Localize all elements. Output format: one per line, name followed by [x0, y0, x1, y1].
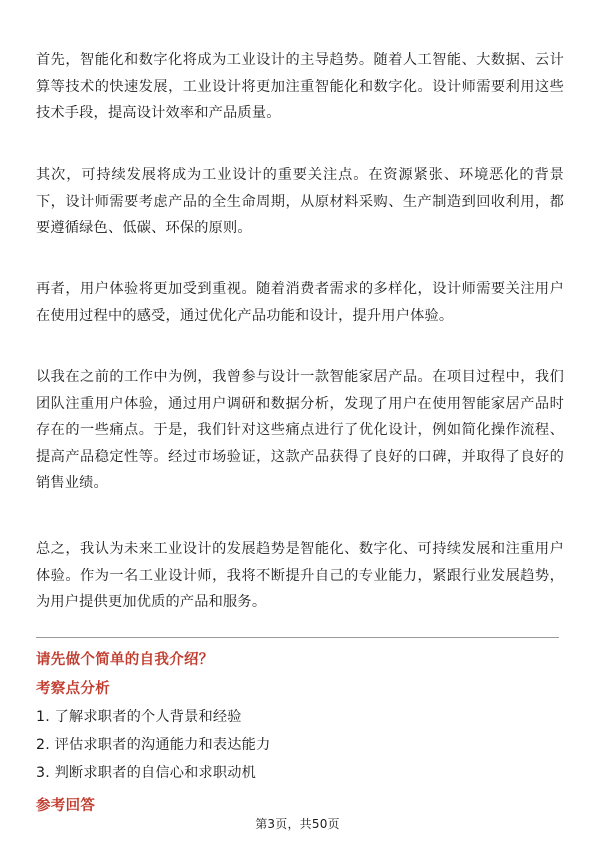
analysis-item: 2. 评估求职者的沟通能力和表达能力 — [36, 737, 271, 753]
paragraph-intelligence-trend: 首先，智能化和数字化将成为工业设计的主导趋势。随着人工智能、大数据、云计算等技术的快速发展，工业设计将更加注重智能化和数字化。设计师需要利用这些技术手段，提高设计效率和产品质量。 — [36, 52, 564, 121]
paragraph-work-example: 以我在之前的工作中为例，我曾参与设计一款智能家居产品。在项目过程中，我们团队注重用户体验，通过用户调研和数据分析，发现了用户在使用智能家居产品时存在的一些痛点。于是，我们针对这些痛点进行了优化设计，例如简化操作流程、提高产品稳定性等。经过市场验证，这款产品获得了良好的口碑，并取得了良好的销售业绩。 — [36, 369, 564, 491]
page-number-footer: 第3页，共50页 — [255, 817, 340, 831]
paragraph-conclusion: 总之，我认为未来工业设计的发展趋势是智能化、数字化、可持续发展和注重用户体验。作为一名工业设计师，我将不断提升自己的专业能力，紧跟行业发展趋势，为用户提供更加优质的产品和服务。 — [36, 541, 564, 610]
analysis-heading: 考察点分析 — [36, 681, 110, 697]
paragraph-sustainability: 其次，可持续发展将成为工业设计的重要关注点。在资源紧张、环境恶化的背景下，设计师需要考虑产品的全生命周期，从原材料采购、生产制造到回收利用，都要遵循绿色、低碳、环保的原则。 — [36, 167, 564, 236]
question-heading: 请先做个简单的自我介绍？ — [36, 652, 214, 668]
analysis-item: 3. 判断求职者的自信心和求职动机 — [36, 765, 257, 781]
answer-heading: 参考回答 — [36, 798, 96, 814]
paragraph-user-experience: 再者，用户体验将更加受到重视。随着消费者需求的多样化，设计师需要关注用户在使用过程中的感受，通过优化产品功能和设计，提升用户体验。 — [36, 281, 564, 324]
analysis-item: 1. 了解求职者的个人背景和经验 — [36, 709, 242, 725]
section-divider — [36, 637, 559, 638]
